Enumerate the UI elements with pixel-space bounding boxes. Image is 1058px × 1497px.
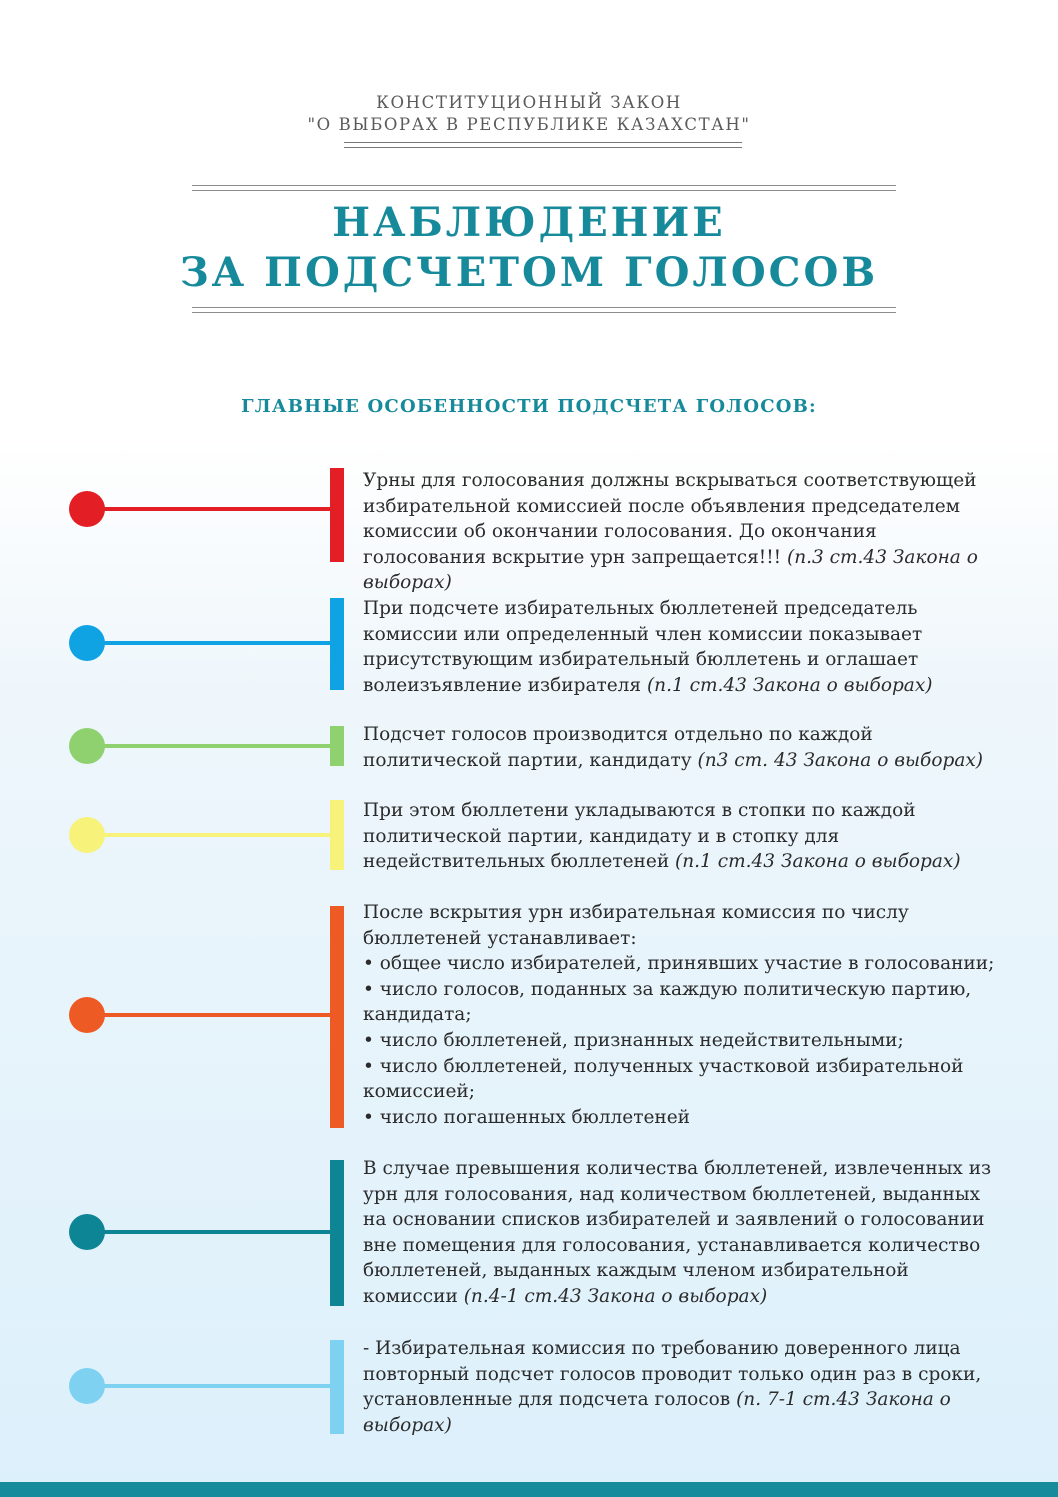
- item-ref-3: (п3 ст. 43 Закона о выборах): [697, 749, 984, 771]
- title-rule-top: [192, 185, 896, 191]
- list-item-3: [0, 722, 1058, 772]
- list-item-7: [0, 1336, 1058, 1436]
- vertical-bar-4: [330, 800, 344, 870]
- item-body-3: Подсчет голосов производится отдельно по каждой политической партии, кандидату: [363, 724, 873, 771]
- item-text-4: [363, 798, 1003, 875]
- item-body-4: При этом бюллетени укладываются в стопки по каждой политической партии, кандидату и в стопку для недействительных бюллетеней: [363, 800, 916, 873]
- section-subtitle: ГЛАВНЫЕ ОСОБЕННОСТИ ПОДСЧЕТА ГОЛОСОВ:: [241, 396, 817, 417]
- item-intro-5: После вскрытия урн избирательная комиссия по числу бюллетеней устанавливает:: [363, 902, 909, 949]
- bullet-3: • число бюллетеней, признанных недействительными;: [363, 1029, 904, 1051]
- vertical-bar-1: [330, 468, 344, 562]
- vertical-bar-6: [330, 1160, 344, 1306]
- page-title-line1: НАБЛЮДЕНИЕ: [332, 199, 726, 246]
- item-body-1: Урны для голосования должны вскрываться соответствующей избирательной комиссией после объявления председателем комиссии об окончании голосования. До окончания голосования вскрытие урн запрещается!!!: [363, 470, 977, 568]
- vertical-bar-2: [330, 598, 344, 690]
- list-item-5: [0, 900, 1058, 1130]
- bullet-4: • число бюллетеней, полученных участковой избирательной комиссией;: [363, 1055, 964, 1103]
- law-title-line1: КОНСТИТУЦИОННЫЙ ЗАКОН: [376, 93, 682, 112]
- connector-line-5: [100, 1013, 332, 1017]
- item-ref-6: (п.4-1 ст.43 Закона о выборах): [463, 1285, 768, 1307]
- item-body-2: При подсчете избирательных бюллетеней председатель комиссии или определенный член комиссии показывает присутствующим избирательный бюллетень и оглашает волеизъявление избирателя: [363, 598, 923, 696]
- connector-line-7: [100, 1384, 332, 1388]
- item-ref-2: (п.1 ст.43 Закона о выборах): [646, 674, 933, 696]
- law-header: [0, 92, 1058, 136]
- page-title: [0, 198, 1058, 298]
- item-text-7: [363, 1336, 1003, 1438]
- item-ref-7: (п. 7-1 ст.43 Закона о выборах): [363, 1389, 951, 1436]
- connector-line-1: [100, 507, 332, 511]
- list-item-2: [0, 596, 1058, 696]
- bullet-2: • число голосов, поданных за каждую политическую партию, кандидата;: [363, 978, 972, 1026]
- connector-line-6: [100, 1230, 332, 1234]
- item-text-5: [363, 900, 1003, 1130]
- vertical-bar-5: [330, 906, 344, 1128]
- item-ref-1: (п.3 ст.43 Закона о выборах): [363, 546, 978, 594]
- bottom-accent-bar: [0, 1482, 1058, 1497]
- connector-line-4: [100, 833, 332, 837]
- page-title-line2: ЗА ПОДСЧЕТОМ ГОЛОСОВ: [179, 249, 879, 296]
- vertical-bar-3: [330, 726, 344, 766]
- list-item-6: [0, 1156, 1058, 1306]
- item-text-1: [363, 468, 1003, 596]
- list-item-4: [0, 798, 1058, 874]
- item-text-6: [363, 1156, 1003, 1310]
- list-item-1: [0, 468, 1058, 594]
- item-ref-4: (п.1 ст.43 Закона о выборах): [675, 851, 961, 873]
- law-underline: [344, 142, 742, 148]
- law-title-line2: "О ВЫБОРАХ В РЕСПУБЛИКЕ КАЗАХСТАН": [307, 115, 751, 134]
- bullet-1: • общее число избирателей, принявших участие в голосовании;: [363, 953, 995, 975]
- item-text-2: [363, 596, 1003, 698]
- vertical-bar-7: [330, 1340, 344, 1434]
- bullet-5: • число погашенных бюллетеней: [363, 1106, 691, 1128]
- title-rule-bottom: [192, 307, 896, 313]
- item-text-3: [363, 722, 1003, 773]
- item-body-6: В случае превышения количества бюллетеней, извлеченных из урн для голосования, над количеством бюллетеней, выданных на основании списков избирателей и заявлений о голосовании вне помещения для голосования, устанавливается количество бюллетеней, выданных каждым членом избирательной комиссии: [363, 1158, 992, 1307]
- connector-line-3: [100, 744, 332, 748]
- connector-line-2: [100, 641, 332, 645]
- item-body-7: - Избирательная комиссия по требованию доверенного лица повторный подсчет голосов проводит только один раз в сроки, установленные для подсчета голосов: [363, 1338, 982, 1411]
